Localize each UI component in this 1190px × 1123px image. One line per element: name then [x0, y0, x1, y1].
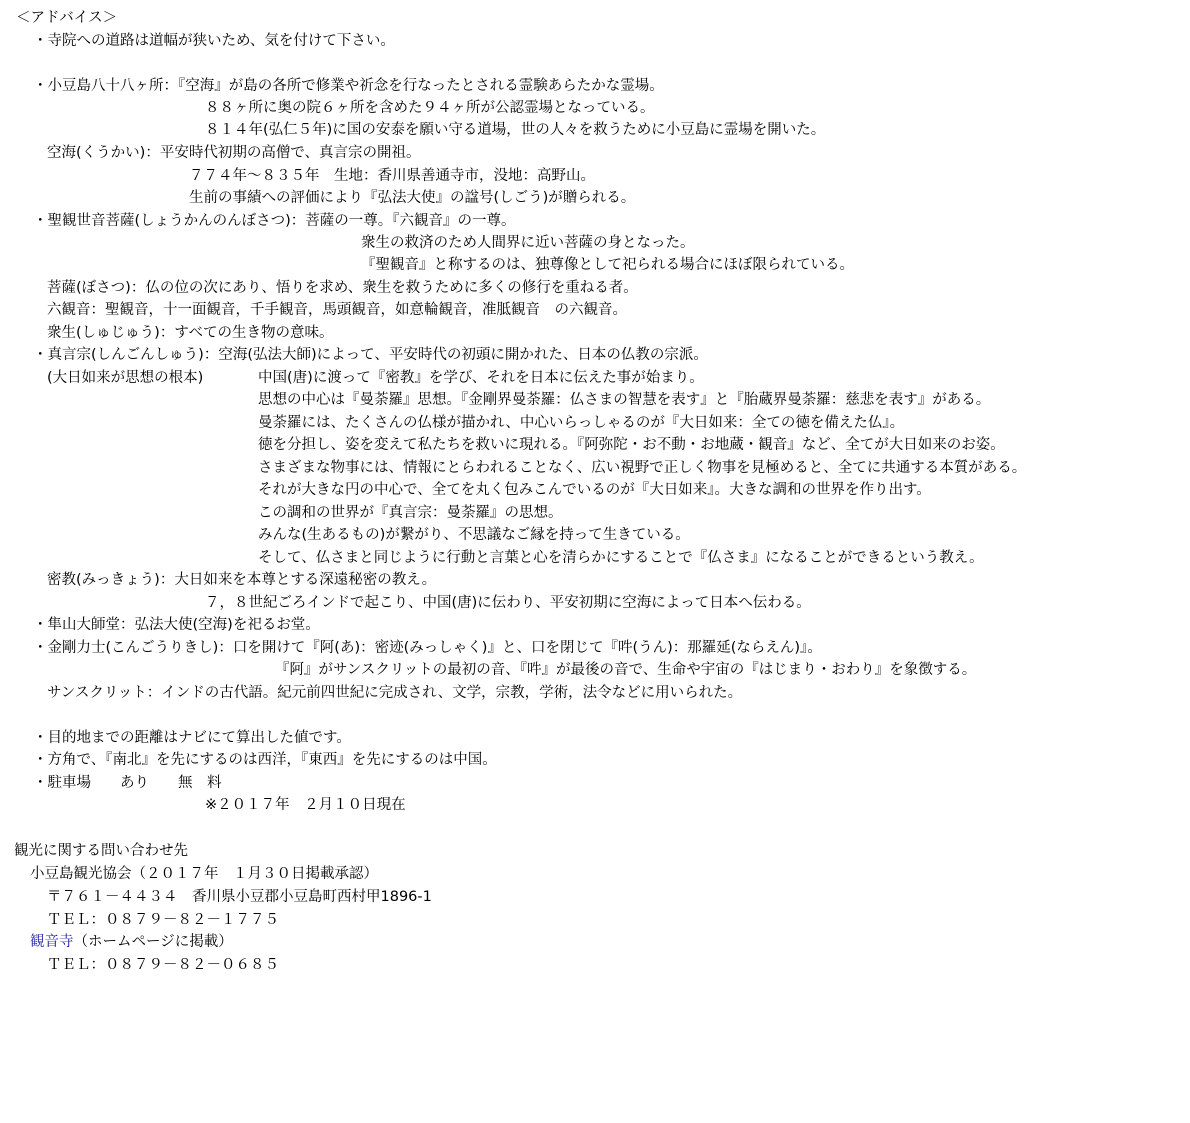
- distance-note: ・目的地までの距離はナビにて算出した値です。: [33, 730, 351, 746]
- contact-tel-temple: ＴＥＬ：０８７９－８２－０６８５: [47, 957, 279, 973]
- shingon-line-1: ・真言宗(しんごんしゅう)：空海(弘法大師)によって、平安時代の初頭に開かれた、日本の仏教の宗派。: [33, 347, 708, 363]
- shingon-line-8: この調和の世界が『真言宗：曼荼羅』の思想。: [258, 505, 563, 521]
- shingon-line-7: それが大きな円の中心で、全てを丸く包みこんでいるのが『大日如来』。大きな調和の世界を作り出す。: [258, 482, 931, 498]
- contact-temple-row: [30, 932, 233, 952]
- kukai-line-1: 空海(くうかい)：平安時代初期の高僧で、真言宗の開祖。: [47, 145, 421, 161]
- kukai-line-3: 生前の事績への評価により『弘法大使』の諡号(しごう)が贈られる。: [189, 190, 636, 206]
- hachijuhachi-line-2: ８８ヶ所に奥の院６ヶ所を含めた９４ヶ所が公認霊場となっている。: [205, 100, 655, 116]
- shingon-line-9: みんな(生あるもの)が繋がり、不思議なご縁を持って生きている。: [258, 527, 690, 543]
- hachijuhachi-line-3: ８１４年(弘仁５年)に国の安泰を願い守る道場，世の人々を救うために小豆島に霊場を開いた。: [205, 122, 826, 138]
- shingon-line-6: さまざまな物事には、情報にとらわれることなく、広い視野で正しく物事を見極めると、全てに共通する本質がある。: [258, 460, 1027, 476]
- rokukannon-note: 六観音：聖観音，十一面観音，千手観音，馬頭観音，如意輪観音，准胝観音 の六観音。: [47, 302, 627, 318]
- shujo-note: 衆生(しゅじゅう)：すべての生き物の意味。: [47, 325, 334, 341]
- kukai-line-2: ７７４年～８３５年 生地：香川県善通寺市，没地：高野山。: [189, 168, 595, 184]
- shokannon-line-2: 衆生の救済のため人間界に近い菩薩の身となった。: [361, 235, 695, 251]
- hachijuhachi-line-1: ・小豆島八十八ヶ所：『空海』が島の各所で修業や祈念を行なったとされる霊験あらたかな霊場。: [33, 78, 664, 94]
- bosatsu-note: 菩薩(ぼさつ)：仏の位の次にあり、悟りを求め、衆生を救うために多くの修行を重ねる者。: [47, 280, 638, 296]
- direction-note: ・方角で、『南北』を先にするのは西洋，『東西』を先にするのは中国。: [33, 752, 497, 768]
- kongo-line-2: 『阿』がサンスクリットの最初の音、『吽』が最後の音で、生命や宇宙の『はじまり・おわり』を象徴する。: [275, 662, 977, 678]
- shingon-line-3: 思想の中心は『曼荼羅』思想。『金剛界曼荼羅：仏さまの智慧を表す』と『胎蔵界曼荼羅：慈悲を表す』がある。: [258, 392, 991, 408]
- temple-link[interactable]: 観音寺: [30, 934, 74, 950]
- shokannon-line-1: ・聖観世音菩薩(しょうかんのんぼさつ)：菩薩の一尊。『六観音』の一尊。: [33, 213, 516, 229]
- contact-association: 小豆島観光協会（２０１７年 １月３０日掲載承認）: [30, 866, 378, 882]
- advice-heading: ＜アドバイス＞: [16, 10, 118, 26]
- contact-tel-association: ＴＥＬ：０８７９－８２－１７７５: [47, 912, 279, 928]
- shingon-side-note: (大日如来が思想の根本): [47, 370, 204, 386]
- shingon-line-4: 曼荼羅には、たくさんの仏様が描かれ、中心いらっしゃるのが『大日如来：全ての徳を備えた仏』。: [258, 415, 905, 431]
- shingon-line-2: 中国(唐)に渡って『密教』を学び、それを日本に伝えた事が始まり。: [258, 370, 704, 386]
- contact-address: 〒７６１－４４３４ 香川県小豆郡小豆島町西村甲1896-1: [47, 889, 432, 905]
- contact-heading: 観光に関する問い合わせ先: [14, 843, 188, 859]
- sanskrit-note: サンスクリット：インドの古代語。紀元前四世紀に完成され、文学，宗教，学術，法令などに用いられた。: [47, 685, 743, 701]
- road-note: ・寺院への道路は道幅が狭いため、気を付けて下さい。: [33, 33, 395, 49]
- shingon-line-10: そして、仏さまと同じように行動と言葉と心を清らかにすることで『仏さま』になることができるという教え。: [258, 550, 984, 566]
- kongo-line-1: ・金剛力士(こんごうりきし)：口を開けて『阿(あ)：密迹(みっしゃく)』と、口を閉じて『吽(うん)：那羅延(ならえん)』。: [33, 640, 822, 656]
- shokannon-line-3: 『聖観音』と称するのは、独尊像として祀られる場合にほぼ限られている。: [361, 257, 854, 273]
- hayama-note: ・隼山大師堂：弘法大使(空海)を祀るお堂。: [33, 617, 320, 633]
- shingon-line-5: 徳を分担し、姿を変えて私たちを救いに現れる。『阿弥陀・お不動・お地蔵・観音』など、全てが大日如来のお姿。: [258, 437, 1005, 453]
- temple-note: （ホームページに掲載）: [73, 934, 233, 950]
- as-of-date: ※２０１７年 ２月１０日現在: [205, 797, 406, 813]
- mikkyo-line-1: 密教(みっきょう)：大日如来を本尊とする深遠秘密の教え。: [47, 572, 437, 588]
- mikkyo-line-2: ７，８世紀ごろインドで起こり、中国(唐)に伝わり、平安初期に空海によって日本へ伝わる。: [205, 595, 811, 611]
- parking-note: ・駐車場 あり 無 料: [33, 775, 222, 791]
